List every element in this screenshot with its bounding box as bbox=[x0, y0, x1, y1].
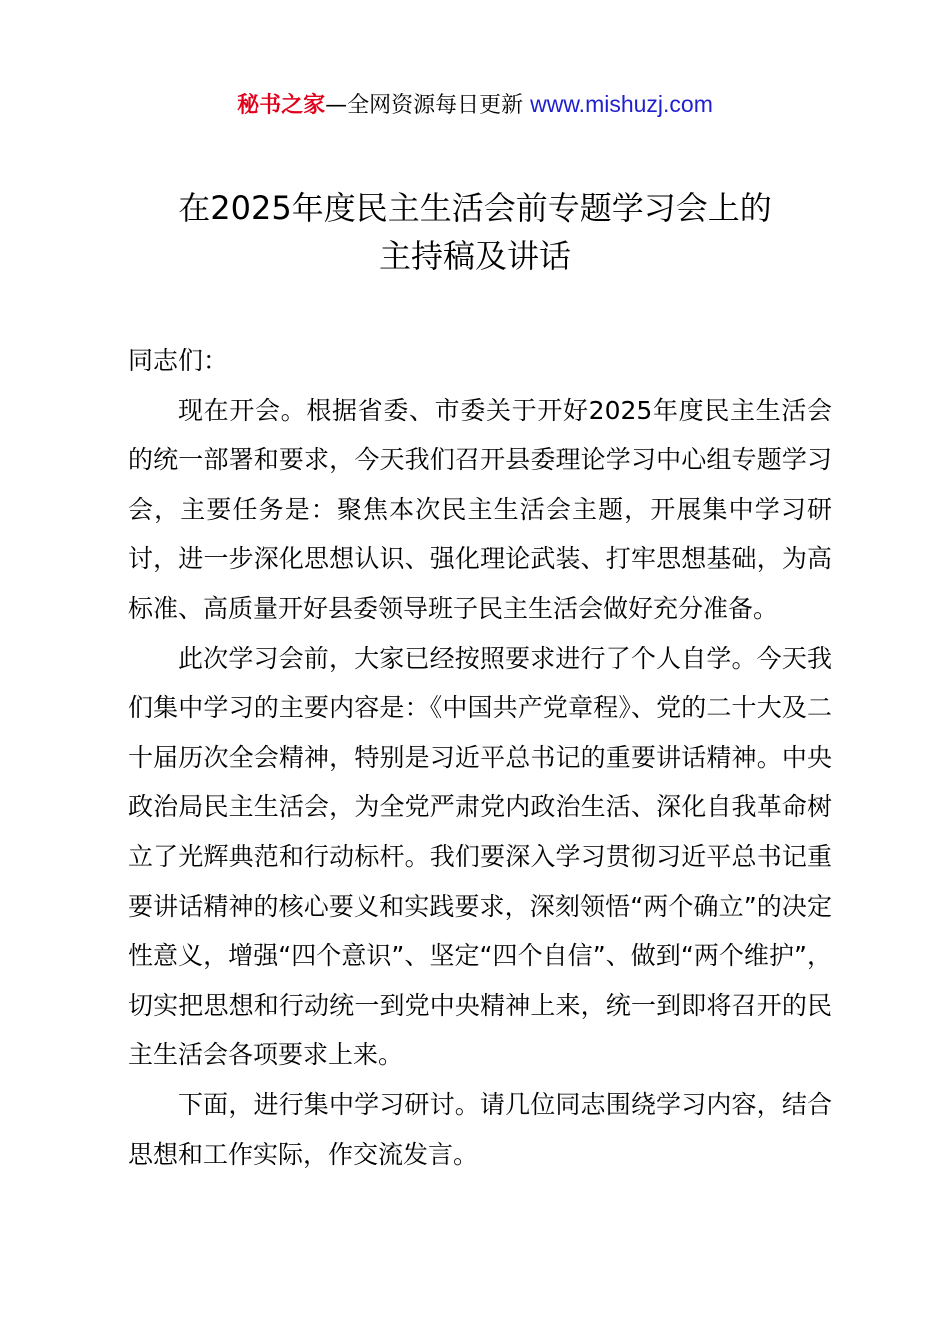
header-tagline: —全网资源每日更新 bbox=[325, 93, 531, 118]
document-body bbox=[128, 336, 832, 1179]
salutation: 同志们： bbox=[128, 346, 229, 375]
title-line-2: 主持稿及讲话 bbox=[378, 237, 571, 275]
brand-name: 秘书之家 bbox=[237, 93, 326, 118]
paragraph-2: 此次学习会前，大家已经按照要求进行了个人自学。今天我们集中学习的主要内容是：《中国共产党章程》、党的二十大及二十届历次全会精神，特别是习近平总书记的重要讲话精神。中央政治局民主生活会，为全党严肃党内政治生活、深化自我革命树立了光辉典范和行动标杆。我们要深入学习贯彻习近平总书记重要讲话精神的核心要义和实践要求，深刻领悟“两个确立”的决定性意义，增强“四个意识”、坚定“四个自信”、做到“两个维护”，切实把思想和行动统一到党中央精神上来，统一到即将召开的民主生活会各项要求上来。 bbox=[128, 643, 832, 1070]
paragraph-1: 现在开会。根据省委、市委关于开好2025年度民主生活会的统一部署和要求，今天我们召开县委理论学习中心组专题学习会，主要任务是：聚焦本次民主生活会主题，开展集中学习研讨，进一步深化思想认识、强化理论武装、打牢思想基础，为高标准、高质量开好县委领导班子民主生活会做好充分准备。 bbox=[128, 395, 832, 623]
paragraph-3: 下面，进行集中学习研讨。请几位同志围绕学习内容，结合思想和工作实际，作交流发言。 bbox=[128, 1089, 832, 1169]
document-title bbox=[110, 184, 840, 280]
site-url-link[interactable]: www.mishuzj.com bbox=[530, 91, 713, 117]
title-line-1: 在2025年度民主生活会前专题学习会上的 bbox=[178, 189, 772, 227]
site-header bbox=[0, 88, 950, 122]
